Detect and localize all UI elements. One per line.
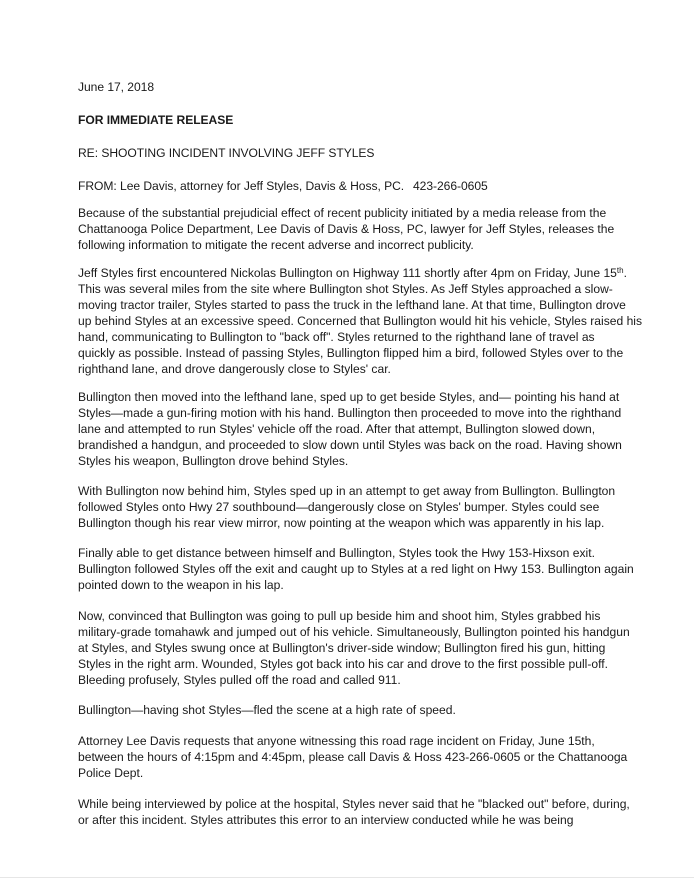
paragraph-line: Finally able to get distance between himself and Bullington, Styles took the Hwy 153-Hixson exit. xyxy=(78,546,595,560)
paragraph-line: or after this incident. Styles attributes this error to an interview conducted while he was being xyxy=(78,813,574,827)
paragraph-line: Police Dept. xyxy=(78,766,144,780)
paragraph-line: between the hours of 4:15pm and 4:45pm, please call Davis & Hoss 423-266-0605 or the Chattanooga xyxy=(78,750,628,764)
paragraph-line: brandished a handgun, and proceeded to slow down until Styles was back on the road. Having shown xyxy=(78,438,622,452)
paragraph-line: righthand lane, and drove dangerously close to Styles' car. xyxy=(78,362,391,376)
paragraph-line: up behind Styles at an excessive speed. Concerned that Bullington would hit his vehicle, Styles raised his xyxy=(78,314,643,328)
paragraph-line: following information to mitigate the recent adverse and incorrect publicity. xyxy=(78,238,474,252)
paragraph-line: Bleeding profusely, Styles pulled off the road and called 911. xyxy=(78,673,401,687)
paragraph-line: at Styles, and Styles swung once at Bullington's driver-side window; Bullington fired his gun, hitting xyxy=(78,641,606,655)
paragraph-line: While being interviewed by police at the hospital, Styles never said that he "blacked out" before, during, xyxy=(78,797,630,811)
paragraph-line: Bullington though his rear view mirror, now pointing at the weapon which was apparently in his lap. xyxy=(78,516,605,530)
paragraph-hwy-27 xyxy=(78,483,623,531)
paragraph-line: Styles—made a gun-firing motion with his hand. Bullington then proceeded to move into the righthand xyxy=(78,406,622,420)
paragraph-line: Styles in the right arm. Wounded, Styles got back into his car and drove to the first possible pull-off. xyxy=(78,657,608,671)
release-label: FOR IMMEDIATE RELEASE xyxy=(78,113,234,127)
paragraph-lefthand-lane xyxy=(78,389,623,469)
paragraph-line: Bullington then moved into the lefthand lane, sped up to get beside Styles, and— pointing his hand at xyxy=(78,390,620,404)
paragraph-line: military-grade tomahawk and jumped out of his vehicle. Simultaneously, Bullington pointed his handgun xyxy=(78,625,630,639)
paragraph-line: This was several miles from the site where Bullington shot Styles. As Jeff Styles approached a slow- xyxy=(78,282,613,296)
paragraph-line: followed Styles onto Hwy 27 southbound—dangerously close on Styles' bumper. Styles could see xyxy=(78,500,600,514)
paragraph-line: Because of the substantial prejudicial effect of recent publicity initiated by a media release from the xyxy=(78,206,607,220)
paragraph-line: Bullington—having shot Styles—fled the scene at a high rate of speed. xyxy=(78,703,456,717)
paragraph-hixson-exit xyxy=(78,545,634,593)
from-text: FROM: Lee Davis, attorney for Jeff Styles, Davis & Hoss, PC. xyxy=(78,179,405,193)
paragraph-tomahawk xyxy=(78,608,630,688)
paragraph-line: Bullington followed Styles off the exit and caught up to Styles at a red light on Hwy 153. Bullington again xyxy=(78,562,634,576)
paragraph-line: quickly as possible. Instead of passing Styles, Bullington flipped him a bird, followed Styles over to the xyxy=(78,346,624,360)
paragraph-line: moving tractor trailer, Styles started to pass the truck in the lefthand lane. At that time, Bullington drove xyxy=(78,298,626,312)
paragraph-line: With Bullington now behind him, Styles sped up in an attempt to get away from Bullington. Bullington xyxy=(78,484,616,498)
paragraph-witness-request xyxy=(78,733,628,781)
paragraph-line: Styles his weapon, Bullington drove behind Styles. xyxy=(78,454,349,468)
paragraph-line: Chattanooga Police Department, Lee Davis of Davis & Hoss, PC, lawyer for Jeff Styles, releases the xyxy=(78,222,615,236)
from-phone: 423-266-0605 xyxy=(413,179,488,193)
subject-line: RE: SHOOTING INCIDENT INVOLVING JEFF STYLES xyxy=(78,146,375,160)
paragraph-intro xyxy=(78,205,623,253)
from-line xyxy=(78,178,623,194)
paragraph-line: Jeff Styles first encountered Nickolas Bullington on Highway 111 shortly after 4pm on Friday, June 15th. xyxy=(78,266,627,280)
paragraph-line: lane and attempted to run Styles' vehicle off the road. After that attempt, Bullington slowed down, xyxy=(78,422,596,436)
paragraph-line: pointed down to the weapon in his lap. xyxy=(78,578,284,592)
release-date: June 17, 2018 xyxy=(78,80,155,94)
paragraph-line: Now, convinced that Bullington was going to pull up beside him and shoot him, Styles grabbed his xyxy=(78,609,601,623)
paragraph-fled-scene xyxy=(78,702,623,718)
ordinal-superscript: th xyxy=(616,266,624,275)
paragraph-first-encounter xyxy=(78,265,643,377)
paragraph-line: Attorney Lee Davis requests that anyone witnessing this road rage incident on Friday, June 15th, xyxy=(78,734,595,748)
paragraph-line: hand, communicating to Bullington to "back off". Styles returned to the righthand lane of travel as xyxy=(78,330,595,344)
paragraph-hospital-interview xyxy=(78,796,630,828)
